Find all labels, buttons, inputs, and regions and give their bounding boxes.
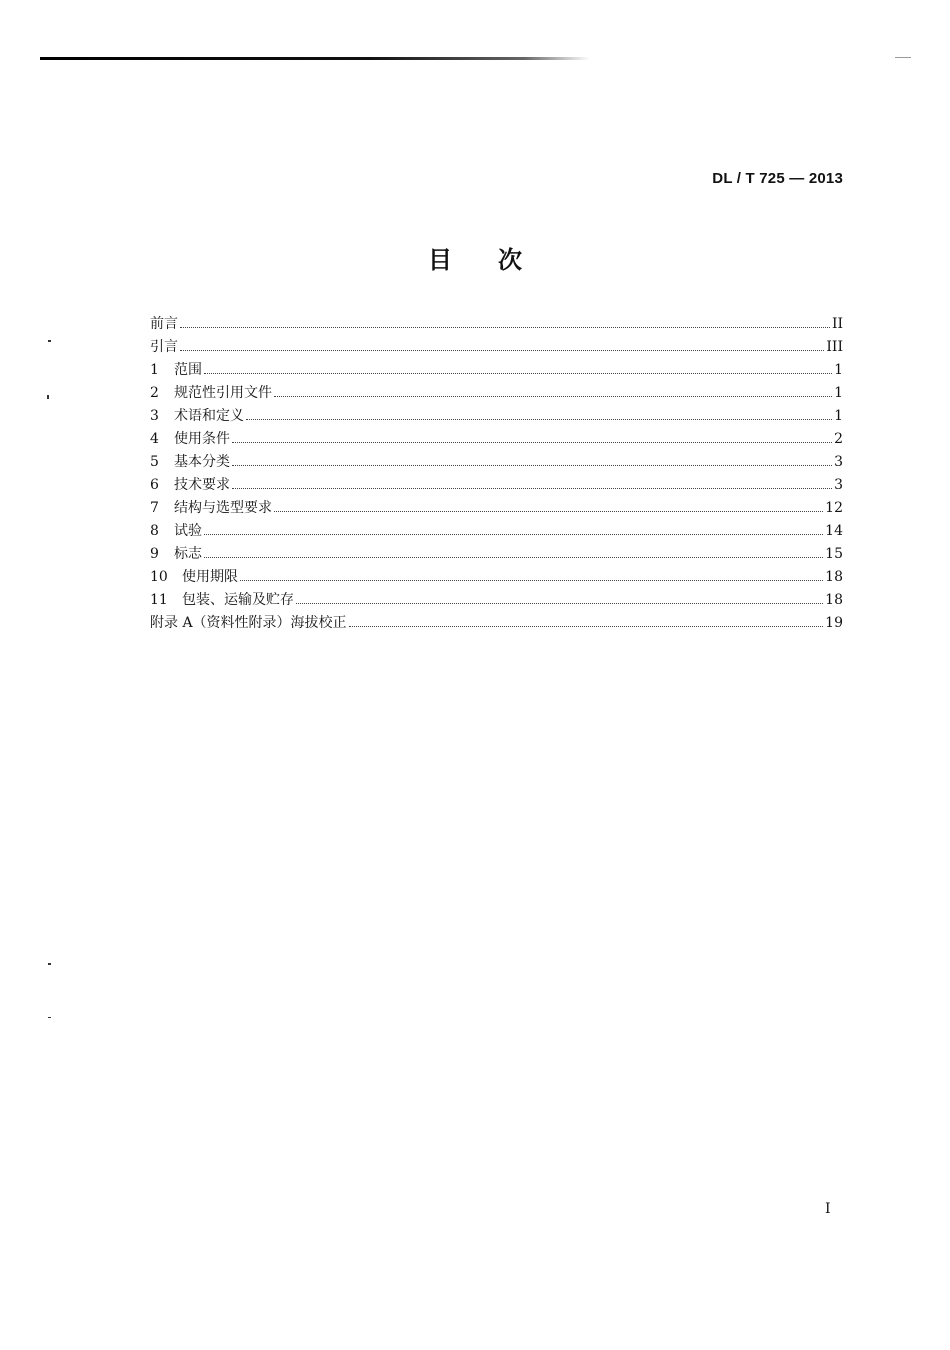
toc-entry-number: 2 bbox=[150, 385, 159, 401]
toc-entry[interactable] bbox=[150, 543, 843, 566]
toc-entry-number: 3 bbox=[150, 408, 159, 424]
toc-entry-label: 附录 A（资料性附录）海拔校正 bbox=[150, 615, 347, 631]
toc-entry[interactable] bbox=[150, 520, 843, 543]
toc-entry[interactable] bbox=[150, 589, 843, 612]
toc-entry[interactable] bbox=[150, 428, 843, 451]
scan-speck bbox=[48, 963, 51, 965]
toc-entry-page: 14 bbox=[825, 523, 843, 539]
toc-entry-label: 技术要求 bbox=[174, 477, 230, 493]
toc-entry-page: 1 bbox=[834, 385, 843, 401]
toc-entry-number: 6 bbox=[150, 477, 159, 493]
toc-entry[interactable] bbox=[150, 359, 843, 382]
toc-entry[interactable] bbox=[150, 566, 843, 589]
toc-entry[interactable] bbox=[150, 382, 843, 405]
toc-leader-dots bbox=[274, 395, 832, 397]
toc-entry-label: 术语和定义 bbox=[174, 408, 244, 424]
toc-entry-number: 8 bbox=[150, 523, 159, 539]
toc-entry-page: 3 bbox=[834, 454, 843, 470]
toc-entry-number: 10 bbox=[150, 569, 168, 585]
scan-top-rule bbox=[40, 57, 590, 60]
toc-leader-dots bbox=[180, 326, 830, 328]
page-number: I bbox=[825, 1201, 831, 1217]
toc-leader-dots bbox=[274, 510, 823, 512]
toc-leader-dots bbox=[180, 349, 824, 351]
scan-speck bbox=[48, 340, 51, 342]
toc-entry-label: 前言 bbox=[150, 316, 178, 332]
toc-title: 目次 bbox=[428, 246, 568, 274]
toc-leader-dots bbox=[204, 556, 823, 558]
toc-leader-dots bbox=[232, 464, 832, 466]
toc-leader-dots bbox=[296, 602, 823, 604]
toc-entry-label: 包装、运输及贮存 bbox=[182, 592, 294, 608]
toc-entry-page: 1 bbox=[834, 362, 843, 378]
toc-entry-label: 使用条件 bbox=[174, 431, 230, 447]
toc-leader-dots bbox=[240, 579, 823, 581]
toc-entry-page: 18 bbox=[825, 569, 843, 585]
toc-entry[interactable] bbox=[150, 612, 843, 635]
toc-entry-label: 规范性引用文件 bbox=[174, 385, 272, 401]
toc-leader-dots bbox=[204, 533, 823, 535]
toc-entry-page: 12 bbox=[825, 500, 843, 516]
toc-entry-page: 19 bbox=[825, 615, 843, 631]
toc-entry-number: 11 bbox=[150, 592, 168, 608]
standard-code: DL / T 725 — 2013 bbox=[712, 170, 843, 187]
toc-entry-label: 标志 bbox=[174, 546, 202, 562]
toc-leader-dots bbox=[246, 418, 832, 420]
toc-entry-page: 15 bbox=[825, 546, 843, 562]
toc-leader-dots bbox=[232, 487, 832, 489]
toc-entry[interactable] bbox=[150, 497, 843, 520]
toc-entry[interactable] bbox=[150, 313, 843, 336]
toc-leader-dots bbox=[349, 625, 824, 627]
scan-top-rule-fragment bbox=[895, 57, 911, 58]
toc-entry-label: 范围 bbox=[174, 362, 202, 378]
toc-entry[interactable] bbox=[150, 474, 843, 497]
toc-entry-label: 结构与选型要求 bbox=[174, 500, 272, 516]
toc-entry-number: 7 bbox=[150, 500, 159, 516]
toc-entry-label: 基本分类 bbox=[174, 454, 230, 470]
toc-entry-page: 18 bbox=[825, 592, 843, 608]
scan-speck bbox=[48, 1017, 51, 1018]
toc-entry-page: 1 bbox=[834, 408, 843, 424]
scan-speck bbox=[47, 395, 49, 399]
toc-entry-number: 5 bbox=[150, 454, 159, 470]
toc-entry-number: 1 bbox=[150, 362, 159, 378]
toc-entry-label: 引言 bbox=[150, 339, 178, 355]
table-of-contents bbox=[150, 313, 843, 635]
toc-entry-number: 4 bbox=[150, 431, 159, 447]
toc-entry-label: 试验 bbox=[174, 523, 202, 539]
toc-entry-number: 9 bbox=[150, 546, 159, 562]
toc-entry[interactable] bbox=[150, 336, 843, 359]
toc-entry-page: III bbox=[826, 339, 843, 355]
toc-leader-dots bbox=[204, 372, 832, 374]
toc-entry-page: II bbox=[831, 316, 843, 332]
toc-entry-label: 使用期限 bbox=[182, 569, 238, 585]
toc-entry[interactable] bbox=[150, 451, 843, 474]
toc-entry[interactable] bbox=[150, 405, 843, 428]
toc-leader-dots bbox=[232, 441, 832, 443]
toc-entry-page: 2 bbox=[834, 431, 843, 447]
toc-entry-page: 3 bbox=[834, 477, 843, 493]
